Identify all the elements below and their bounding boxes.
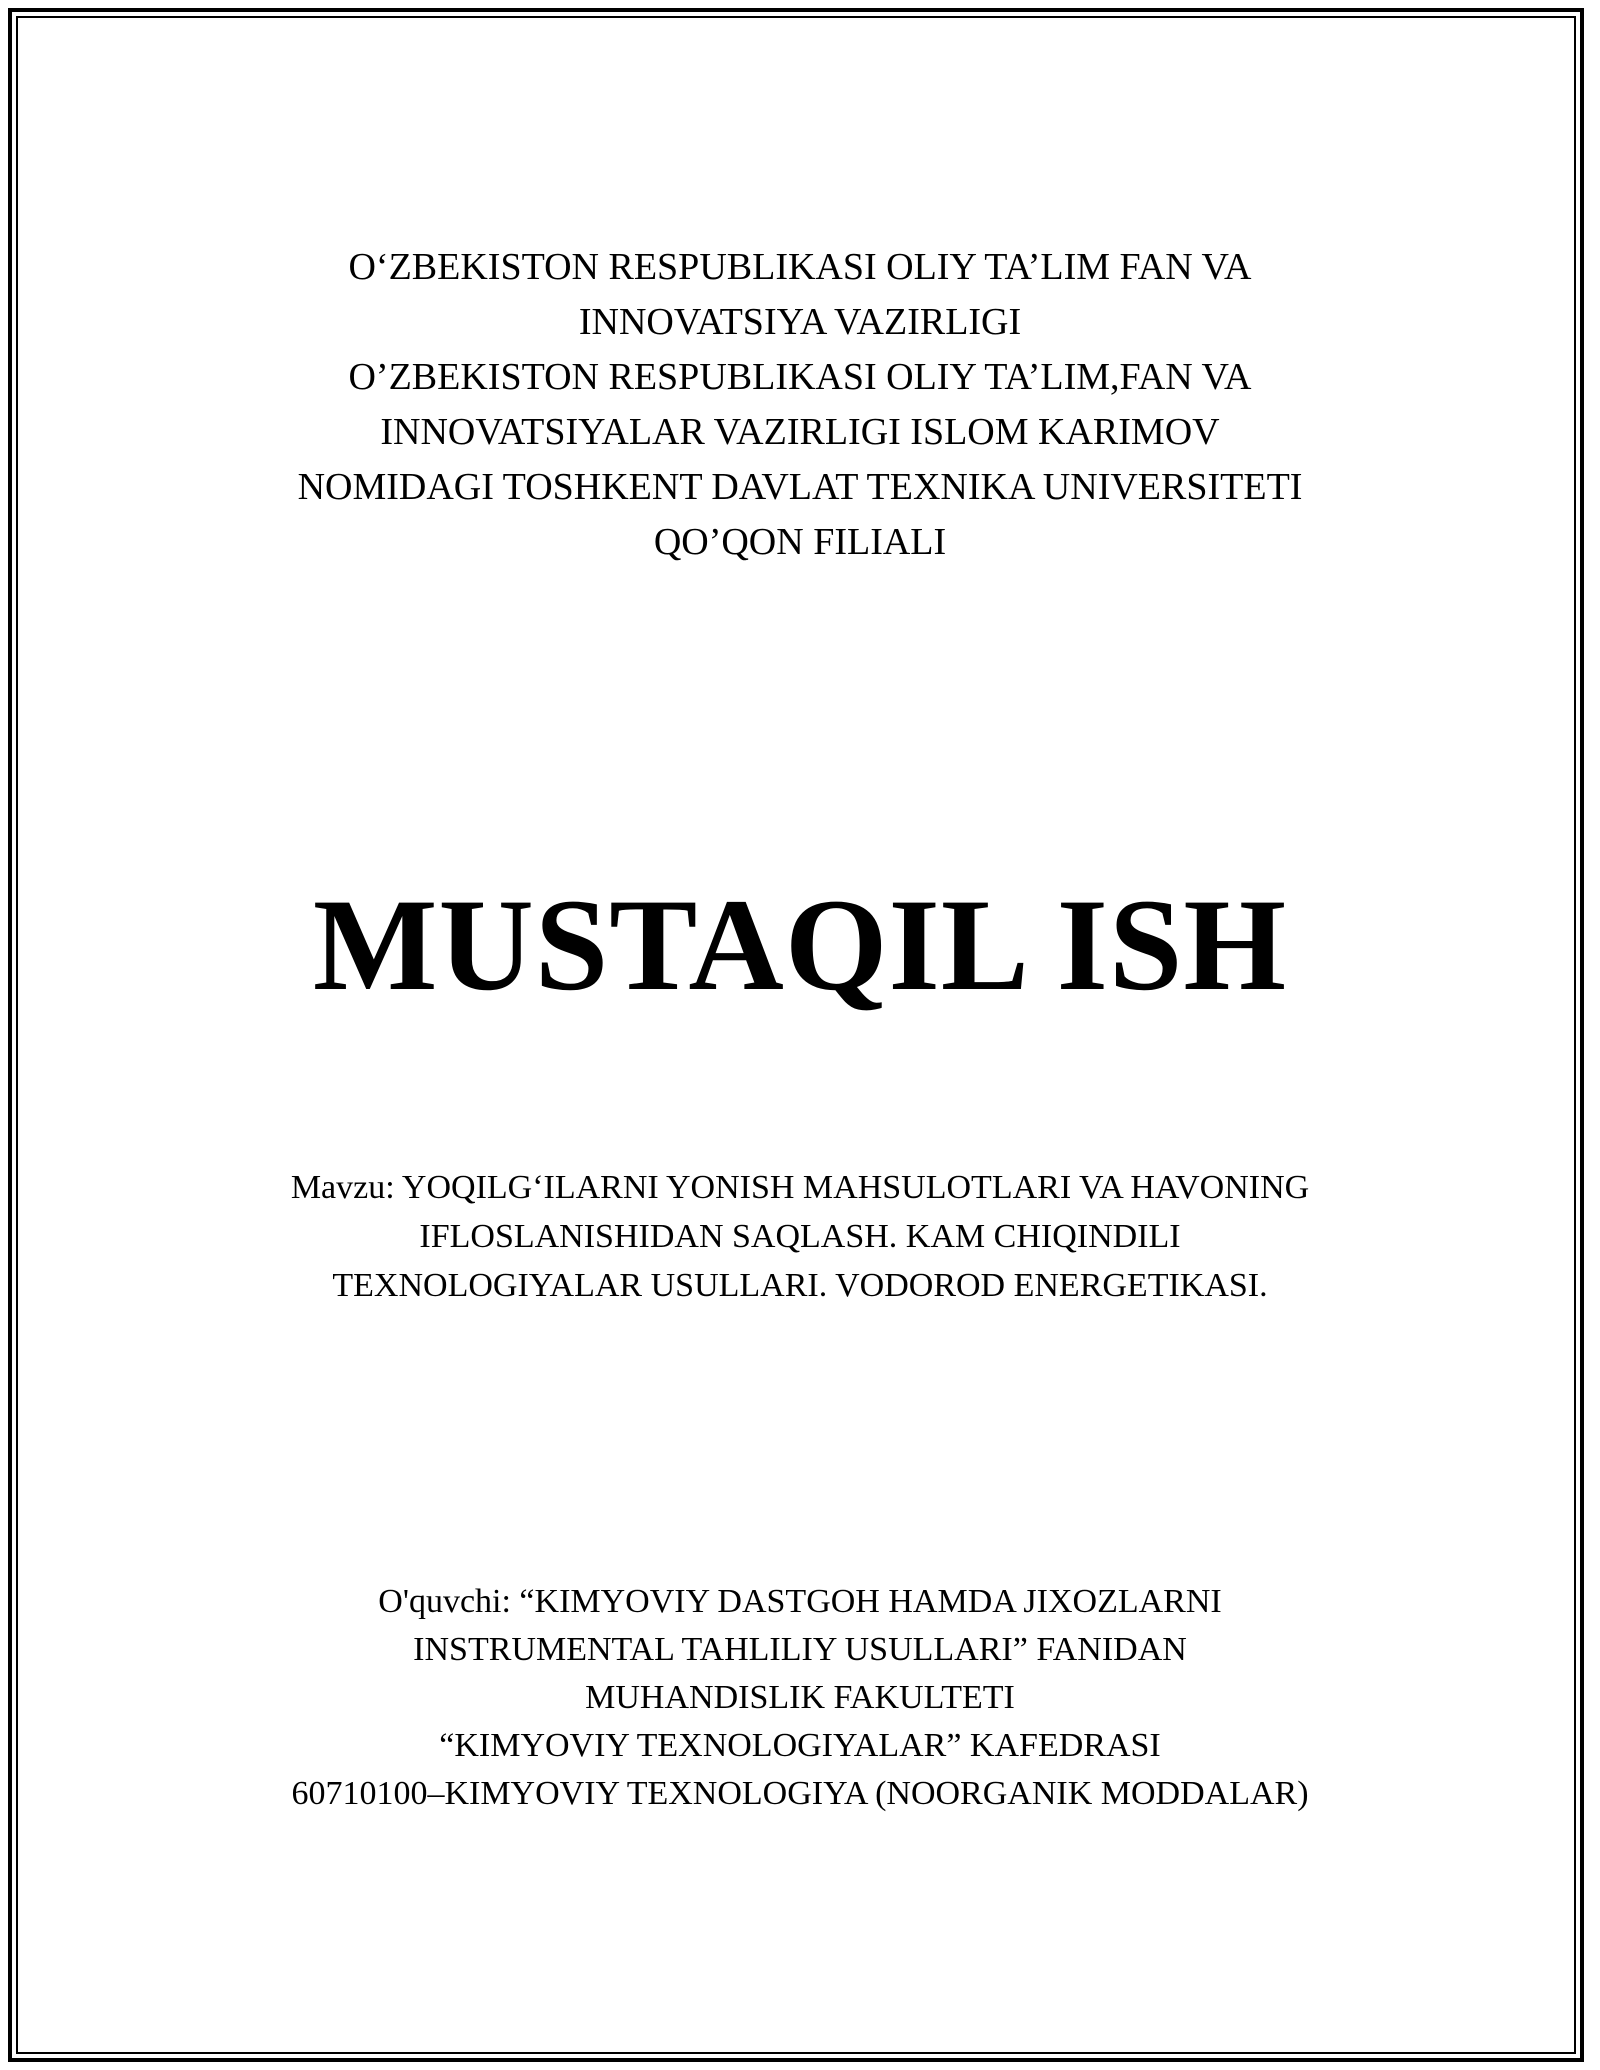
header-line: O‘ZBEKISTON RESPUBLIKASI OLIY TA’LIM FAN VA	[348, 246, 1252, 288]
institution-header	[0, 240, 1600, 570]
header-line: INNOVATSIYA VAZIRLIGI	[578, 301, 1022, 343]
document-title: MUSTAQIL ISH	[312, 871, 1288, 1018]
topic-line: Mavzu: YOQILG‘ILARNI YONISH MAHSULOTLARI VA HAVONING	[290, 1169, 1310, 1206]
student-line: 60710100–KIMYOVIY TEXNOLOGIYA (NOORGANIK MODDALAR)	[291, 1775, 1309, 1812]
topic-line: IFLOSLANISHIDAN SAQLASH. KAM CHIQINDILI	[419, 1218, 1181, 1255]
header-line: QO’QON FILIALI	[653, 521, 947, 563]
student-line: “KIMYOVIY TEXNOLOGIYALAR” KAFEDRASI	[439, 1727, 1161, 1764]
header-line: INNOVATSIYALAR VAZIRLIGI ISLOM KARIMOV	[380, 411, 1220, 453]
student-line: O'quvchi: “KIMYOVIY DASTGOH HAMDA JIXOZLARNI	[378, 1583, 1222, 1620]
student-block	[0, 1578, 1600, 1818]
student-line: INSTRUMENTAL TAHLILIY USULLARI” FANIDAN	[413, 1631, 1187, 1668]
header-line: O’ZBEKISTON RESPUBLIKASI OLIY TA’LIM,FAN VA	[348, 356, 1252, 398]
topic-block	[0, 1163, 1600, 1310]
topic-line: TEXNOLOGIYALAR USULLARI. VODOROD ENERGETIKASI.	[332, 1267, 1268, 1304]
student-line: MUHANDISLIK FAKULTETI	[585, 1679, 1015, 1716]
header-line: NOMIDAGI TOSHKENT DAVLAT TEXNIKA UNIVERSITETI	[297, 466, 1303, 508]
